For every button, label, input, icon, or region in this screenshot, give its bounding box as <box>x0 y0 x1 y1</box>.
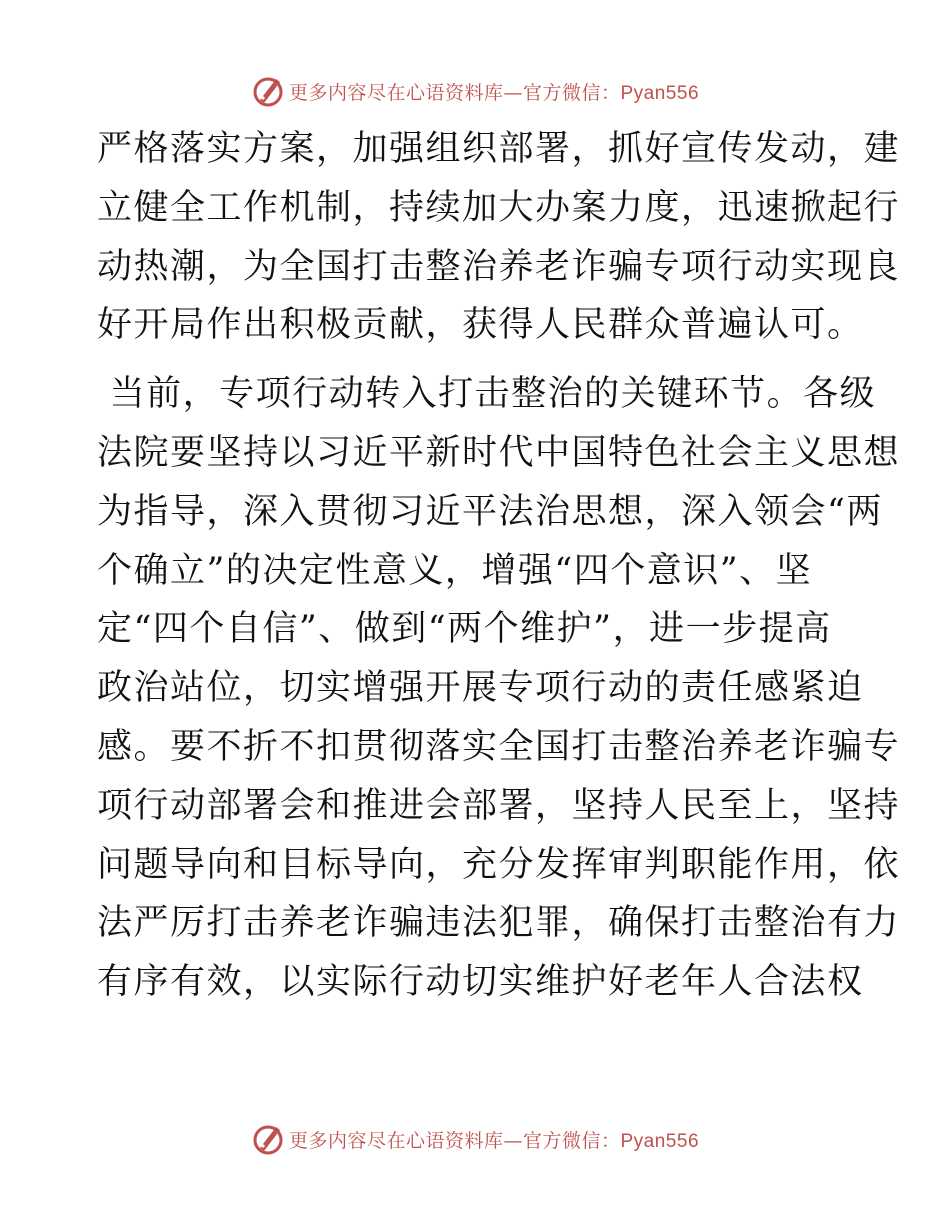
pen-nib-logo-icon <box>251 74 285 108</box>
footer-banner-label: 更多内容尽在心语资料库—官方微信： <box>288 1129 621 1152</box>
paragraph-1 <box>97 120 901 355</box>
text-line: 当前，专项行动转入打击整治的关键环节。各级 <box>97 374 877 415</box>
header-wechat-id: Pyan556 <box>620 82 700 104</box>
text-line: 好开局作出积极贡献，获得人民群众普遍认可。 <box>97 305 864 346</box>
text-line: 法严厉打击养老诈骗违法犯罪，确保打击整治有力 <box>97 903 901 944</box>
text-line: 感。要不折不扣贯彻落实全国打击整治养老诈骗专 <box>97 726 901 767</box>
text-line: 立健全工作机制，持续加大办案力度，迅速掀起行 <box>97 187 901 228</box>
text-line: 有序有效，以实际行动切实维护好老年人合法权 <box>97 962 864 1003</box>
text-line: 政治站位，切实增强开展专项行动的责任感紧迫 <box>97 668 864 709</box>
pen-nib-logo-icon <box>251 1122 285 1156</box>
banner-group <box>251 74 699 108</box>
header-banner-label: 更多内容尽在心语资料库—官方微信： <box>288 81 621 104</box>
text-line: 动热潮，为全国打击整治养老诈骗专项行动实现良 <box>97 246 901 287</box>
footer-wechat-id: Pyan556 <box>620 1130 700 1152</box>
text-line: 项行动部署会和推进会部署，坚持人民至上，坚持 <box>97 785 901 826</box>
document-body <box>97 120 901 1012</box>
footer-banner-text <box>289 1126 699 1153</box>
header-banner-text <box>289 78 699 105</box>
banner-group <box>251 1122 699 1156</box>
text-line: 个确立”的决定性意义，增强“四个意识”、坚 <box>97 550 813 591</box>
footer-banner <box>0 1119 950 1159</box>
text-line: 严格落实方案，加强组织部署，抓好宣传发动，建 <box>97 129 901 169</box>
text-line: 问题导向和目标导向，充分发挥审判职能作用，依 <box>97 844 901 885</box>
text-line: 法院要坚持以习近平新时代中国特色社会主义思想 <box>97 432 901 473</box>
text-line: 为指导，深入贯彻习近平法治思想，深入领会“两 <box>97 491 883 532</box>
paragraph-gap <box>97 355 867 365</box>
header-banner <box>0 71 950 111</box>
text-line: 定“四个自信”、做到“两个维护”，进一步提高 <box>97 609 832 650</box>
paragraph-2 <box>97 365 901 1012</box>
